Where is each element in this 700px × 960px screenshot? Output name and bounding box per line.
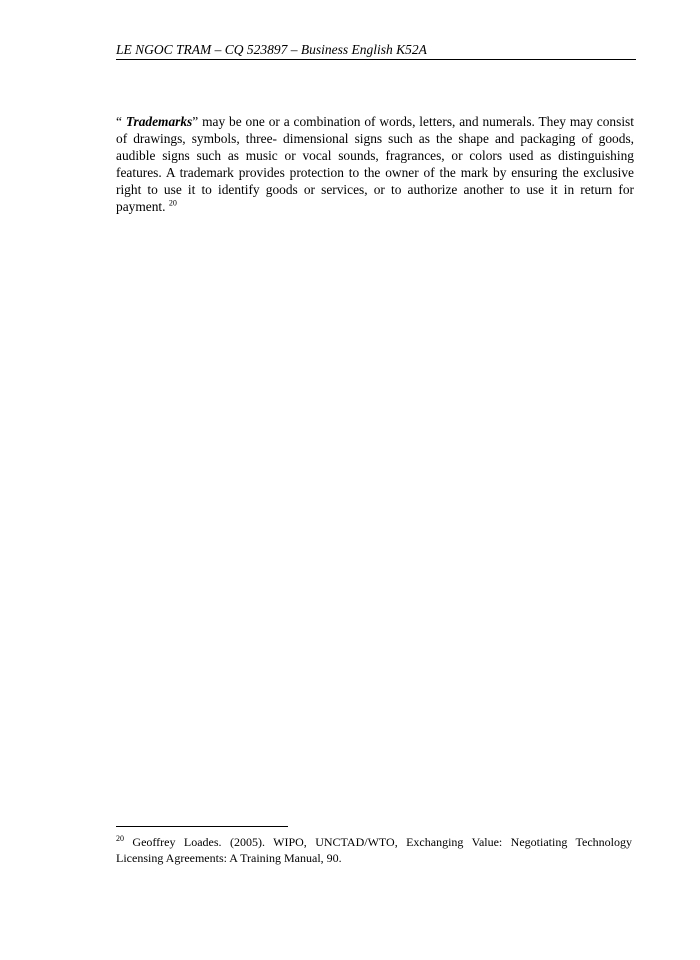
defined-term: Trademarks (125, 114, 193, 129)
footnote-number: 20 (116, 834, 124, 843)
header-text: LE NGOC TRAM – CQ 523897 – Business English K52A (116, 42, 427, 57)
footnote (116, 834, 632, 866)
body-paragraph (116, 113, 634, 215)
footnote-reference: 20 (168, 198, 177, 208)
footnote-separator (116, 826, 288, 827)
close-quote: ” (192, 114, 199, 129)
open-quote: “ (116, 114, 126, 129)
paragraph-text: may be one or a combination of words, letters, and numerals. They may consist of drawings, symbols, three- dimensional signs such as the shape and packaging of goods, audible signs such as music or vocal sounds, fragrances, or colors used as distinguishing features. A trademark provides protection to the owner of the mark by ensuring the exclusive right to use it to identify goods or services, or to authorize another to use it in return for payment. (116, 114, 634, 214)
page-header (116, 42, 636, 60)
footnote-text: Geoffrey Loades. (2005). WIPO, UNCTAD/WTO, Exchanging Value: Negotiating Technology Licensing Agreements: A Training Manual, 90. (116, 835, 632, 865)
